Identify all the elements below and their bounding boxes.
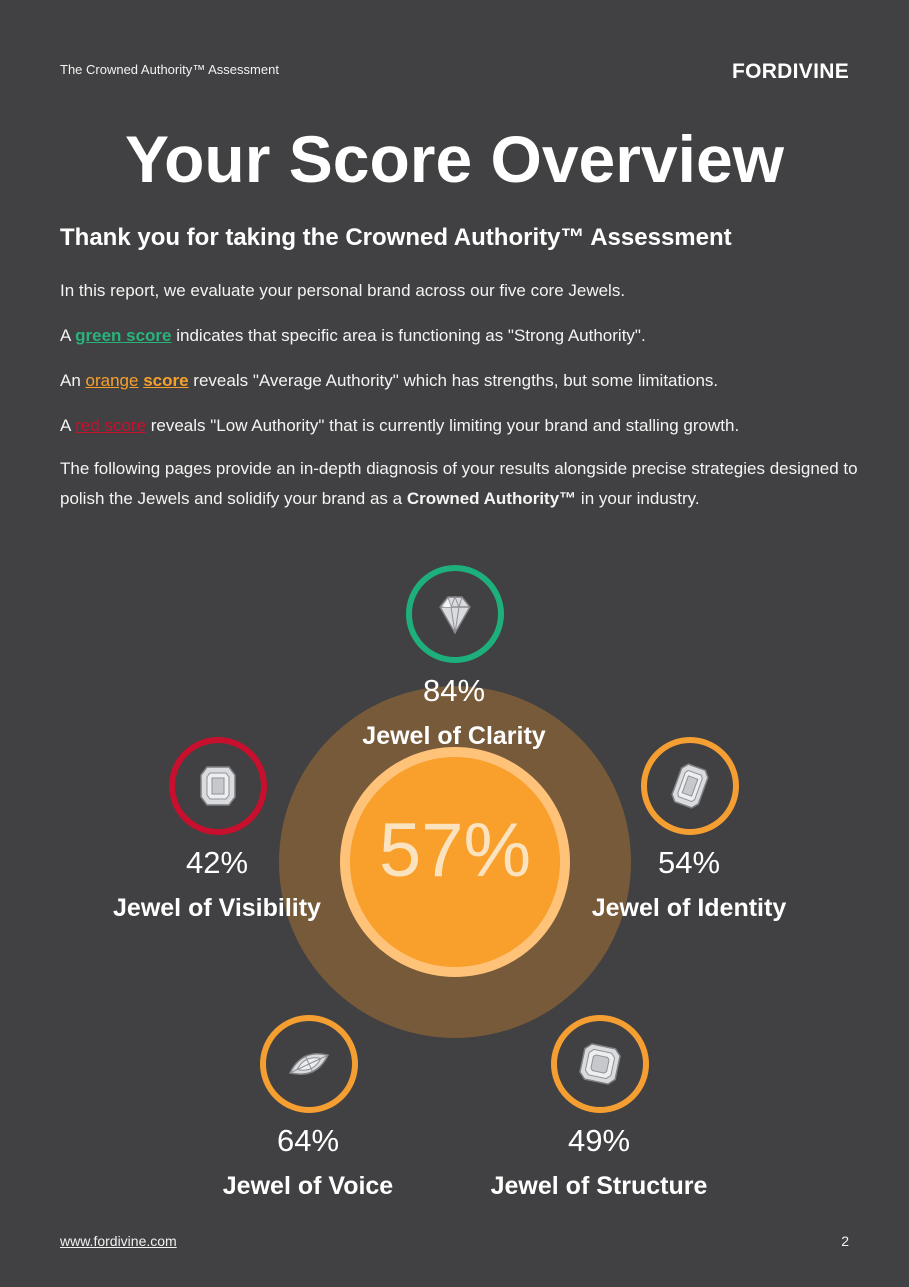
clarity-score: 84% (422, 673, 486, 708)
page-subtitle: Thank you for taking the Crowned Authority™ Assessment (60, 224, 732, 251)
document-title: The Crowned Authority™ Assessment (60, 62, 279, 77)
voice-jewel-ring (260, 1015, 358, 1113)
voice-score: 64% (276, 1123, 340, 1158)
page-number: 2 (841, 1233, 849, 1249)
marquise-diamond-icon (284, 1039, 334, 1089)
following-pages-paragraph (60, 454, 860, 514)
text: reveals "Average Authority" which has strengths, but some limitations. (188, 371, 719, 390)
green-score-link[interactable]: green score (75, 326, 172, 345)
overall-score-value: 57% (378, 808, 532, 893)
round-diamond-icon (430, 589, 480, 639)
text: The following pages provide an in-depth diagnosis of your results alongside precise strategies designed to polish the Jewels and solidify your brand as a (60, 459, 858, 508)
text: indicates that specific area is functioning as "Strong Authority". (171, 326, 646, 345)
orange-score-paragraph (60, 366, 860, 396)
brand-logo: FORDIVINE (731, 60, 849, 83)
asscher-cut-diamond-icon (575, 1039, 625, 1089)
visibility-label: Jewel of Visibility (113, 894, 321, 922)
orange-score-link[interactable]: score (143, 371, 189, 390)
text: reveals "Low Authority" that is currently limiting your brand and stalling growth. (146, 416, 740, 435)
text: A (60, 416, 76, 435)
identity-score: 54% (657, 845, 721, 880)
crowned-authority-text: Crowned Authority™ (406, 489, 577, 508)
intro-paragraph: In this report, we evaluate your personal brand across our five core Jewels. (60, 281, 626, 300)
emerald-cut-diamond-icon (665, 761, 715, 811)
identity-label: Jewel of Identity (591, 894, 787, 922)
text: in your industry. (576, 489, 700, 508)
text: A (60, 326, 76, 345)
orange-link[interactable]: orange (85, 371, 139, 390)
voice-label: Jewel of Voice (222, 1172, 394, 1200)
red-score-link[interactable]: red score (75, 416, 146, 435)
visibility-jewel-ring (169, 737, 267, 835)
text: An (60, 371, 86, 390)
page-title: Your Score Overview (124, 122, 785, 196)
website-link[interactable]: www.fordivine.com (60, 1233, 177, 1249)
red-score-paragraph (60, 411, 860, 441)
clarity-jewel-ring (406, 565, 504, 663)
identity-jewel-ring (641, 737, 739, 835)
visibility-score: 42% (185, 845, 249, 880)
structure-score: 49% (567, 1123, 631, 1158)
emerald-cut-diamond-icon (193, 761, 243, 811)
structure-jewel-ring (551, 1015, 649, 1113)
green-score-paragraph (60, 321, 860, 351)
structure-label: Jewel of Structure (490, 1172, 708, 1200)
clarity-label: Jewel of Clarity (362, 722, 546, 750)
